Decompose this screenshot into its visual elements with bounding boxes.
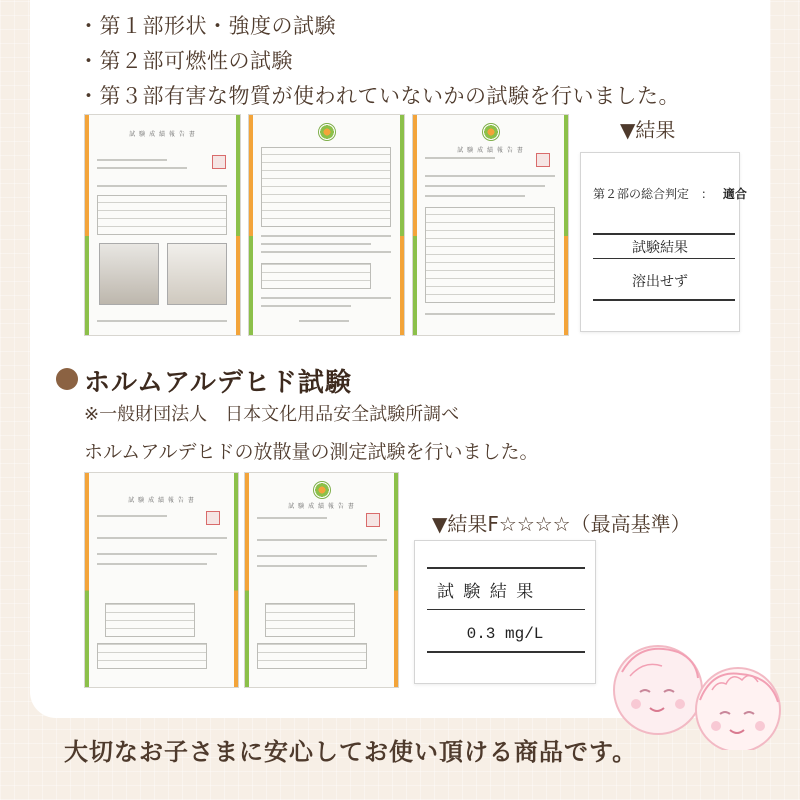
formaldehyde-table-header: 試 験 結 果 [437,582,536,602]
test-item-1: ・第１部形状・強度の試験 [78,14,336,38]
red-stamp [206,511,220,525]
result-box-formaldehyde [414,540,596,684]
red-stamp [536,153,550,167]
section-bullet-icon [56,368,78,390]
report-title: 試 験 成 績 報 告 書 [288,503,355,510]
test-report-3 [412,114,569,336]
red-stamp [366,513,380,527]
mosl-logo-icon [313,481,331,499]
red-stamp [212,155,226,169]
mosl-logo-icon [482,123,500,141]
product-photo-front [99,243,159,305]
formaldehyde-note: ※一般財団法人 日本文化用品安全試験所調べ [84,404,460,425]
result-box-tests [580,152,747,332]
test-report-1 [84,114,241,336]
formaldehyde-table-value: 0.3 mg/L [466,625,544,643]
section-title-formaldehyde: ホルムアルデヒド試験 [84,368,352,398]
product-photo-back [167,243,227,305]
result-heading-1: ▼結果 [620,118,676,142]
test-report-2 [248,114,405,336]
tests-table-header: 試験結果 [632,240,688,256]
mosl-logo-icon [318,123,336,141]
report-title: 試 験 成 績 報 告 書 [457,147,524,154]
formaldehyde-report-2 [244,472,399,688]
verdict-value: 適合 [722,187,747,201]
verdict-label: 第２部の総合判定 ： [593,187,714,201]
report-title: 試 験 成 績 報 告 書 [128,497,195,504]
formaldehyde-report-1 [84,472,239,688]
footer-message: 大切なお子さまに安心してお使い頂ける商品です。 [64,738,638,766]
tests-table-value: 溶出せず [632,274,688,290]
result-heading-formaldehyde: ▼結果F☆☆☆☆（最高基準） [432,512,691,536]
formaldehyde-description: ホルムアルデヒドの放散量の測定試験を行いました。 [84,441,539,463]
test-item-3: ・第３部有害な物質が使われていないかの試験を行いました。 [78,84,680,108]
test-item-2: ・第２部可燃性の試験 [78,49,293,73]
report-title: 試 験 成 績 報 告 書 [129,131,196,138]
